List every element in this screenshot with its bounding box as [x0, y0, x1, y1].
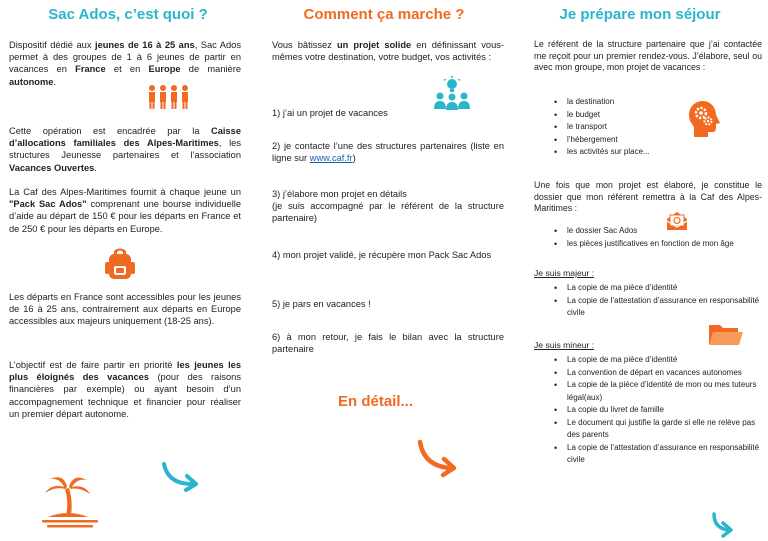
text-run: , les structures Jeunesse partenaires et l’association	[9, 138, 241, 161]
step-2: 2) je contacte l’une des structures partenaires (liste en ligne sur www.caf.fr)	[272, 141, 504, 164]
list-item: • La copie de ma pièce d’identité	[534, 354, 764, 367]
text-run: Vous bâtissez	[272, 40, 337, 50]
column-title: Je prépare mon séjour	[559, 6, 721, 23]
project-list	[534, 96, 704, 159]
text-run: Cette opération est encadrée par la	[9, 126, 212, 136]
text-run: (pour des raisons financières par exemple) ou ayant besoin d’un accompagnement technique et financier pour réaliser un premier départ autonome.	[9, 372, 241, 419]
text-run: les jeunes les plus éloignés des vacances	[9, 360, 242, 383]
palm-island-icon	[40, 475, 102, 529]
text-run: et en	[105, 64, 149, 75]
objective-paragraph	[9, 359, 241, 420]
mineur-heading: Je suis mineur :	[534, 340, 595, 350]
text-run: un projet solide	[336, 40, 412, 50]
column-je-prepare	[512, 0, 768, 541]
group-of-people-icon	[147, 84, 189, 110]
detail-heading: En détail...	[338, 393, 414, 410]
column-title: Sac Ados, c’est quoi ?	[48, 6, 208, 23]
intro-paragraph	[272, 39, 504, 63]
text-run: autonome	[9, 76, 54, 87]
caf-link[interactable]: www.caf.fr	[309, 153, 353, 164]
list-item: • le budget	[534, 109, 704, 122]
column-sac-ados	[0, 0, 256, 541]
curved-arrow-icon	[710, 512, 738, 538]
list-item: • l’hébergement	[534, 134, 704, 147]
folder-icon	[708, 322, 744, 346]
text-run: Europe	[148, 64, 181, 75]
step-5: 5) je pars en vacances !	[272, 299, 371, 309]
text-run: "Pack Sac Ados"	[9, 199, 87, 210]
head-gears-icon	[688, 100, 722, 138]
list-item: • La copie de la pièce d’identité de mon ou mes tuteurs légal(aux)	[534, 379, 764, 404]
list-item: • La copie du livret de famille	[534, 404, 764, 417]
majeur-list	[534, 282, 764, 320]
pack-paragraph	[9, 186, 241, 235]
list-item: • La copie de ma pièce d’identité	[534, 282, 764, 295]
text-run: L’objectif est de faire partir en priorité	[9, 360, 177, 370]
text-run: Caisse d’allocations familiales des Alpes-Maritimes	[9, 126, 241, 149]
list-item: • La convention de départ en vacances autonomes	[534, 367, 764, 380]
list-item: • La copie de l’attestation d’assurance en responsabilité civile	[534, 295, 764, 320]
dossier-paragraph: Une fois que mon projet est élaboré, je constitue le dossier que mon référent remettra à la Caf des Alpes-Maritimes :	[534, 180, 762, 213]
text-run: Vacances Ouvertes	[9, 162, 95, 173]
step-4: 4) mon projet validé, je récupère mon Pack Sac Ados	[272, 250, 492, 260]
list-item: • La copie de l’attestation d’assurance en responsabilité civile	[534, 442, 764, 467]
list-item: • le dossier Sac Ados	[534, 225, 764, 238]
curved-arrow-icon	[416, 438, 462, 478]
list-item: • la destination	[534, 96, 704, 109]
mineur-list	[534, 354, 764, 467]
list-item: • les pièces justificatives en fonction de mon âge	[534, 238, 764, 251]
text-run: jeunes de 16 à 25 ans	[94, 40, 195, 50]
step-6: 6) à mon retour, je fais le bilan avec la structure partenaire	[272, 332, 504, 355]
text-run: en définissant vous-mêmes votre destination, votre budget, vos activités :	[272, 40, 504, 63]
step-3: 3) j’élabore mon projet en détails (je suis accompagné par le référent de la structure partenaire)	[272, 189, 504, 224]
step-1: 1) j’ai un projet de vacances	[272, 108, 388, 118]
majeur-heading: Je suis majeur :	[534, 268, 595, 278]
text-run: comprenant une bourse individuelle d’aide au départ de 150 € pour les départs en France et de 250 € pour les départs en Europe.	[9, 199, 241, 234]
dossier-list	[534, 225, 764, 250]
text-run: .	[94, 162, 97, 173]
backpack-icon	[103, 247, 137, 281]
column-title: Comment ça marche ?	[303, 6, 465, 23]
curved-arrow-icon	[160, 460, 202, 492]
text-run: Dispositif dédié aux	[9, 40, 95, 50]
text-run: La Caf des Alpes-Maritimes fournit à chaque jeune un	[9, 187, 241, 197]
list-item: • Le document qui justifie la garde si elle ne relève pas des parents	[534, 417, 764, 442]
referent-paragraph: Le référent de la structure partenaire que j’ai contactée me reçoit pour un premier rendez-vous. J’élabore, seul ou avec mon groupe, mon projet de vacances :	[534, 39, 762, 72]
text-run: France	[75, 64, 106, 75]
partners-paragraph	[9, 125, 241, 174]
intro-paragraph	[9, 39, 241, 88]
column-comment-ca-marche	[256, 0, 512, 541]
text-run: , Sac Ados permet à des groupes de 1 à 6 jeunes de partir en vacances en	[9, 40, 241, 75]
departures-paragraph	[9, 291, 241, 328]
text-run: .	[53, 76, 57, 87]
text-run: de manière	[180, 64, 241, 75]
text-run: Les départs en France sont accessibles pour les jeunes de 16 à 25 ans, contrairement aux départs en Europe accessibles aux majeurs uniquement (18-25 ans).	[9, 292, 241, 327]
list-item: • les activités sur place...	[534, 146, 704, 159]
list-item: • le transport	[534, 121, 704, 134]
